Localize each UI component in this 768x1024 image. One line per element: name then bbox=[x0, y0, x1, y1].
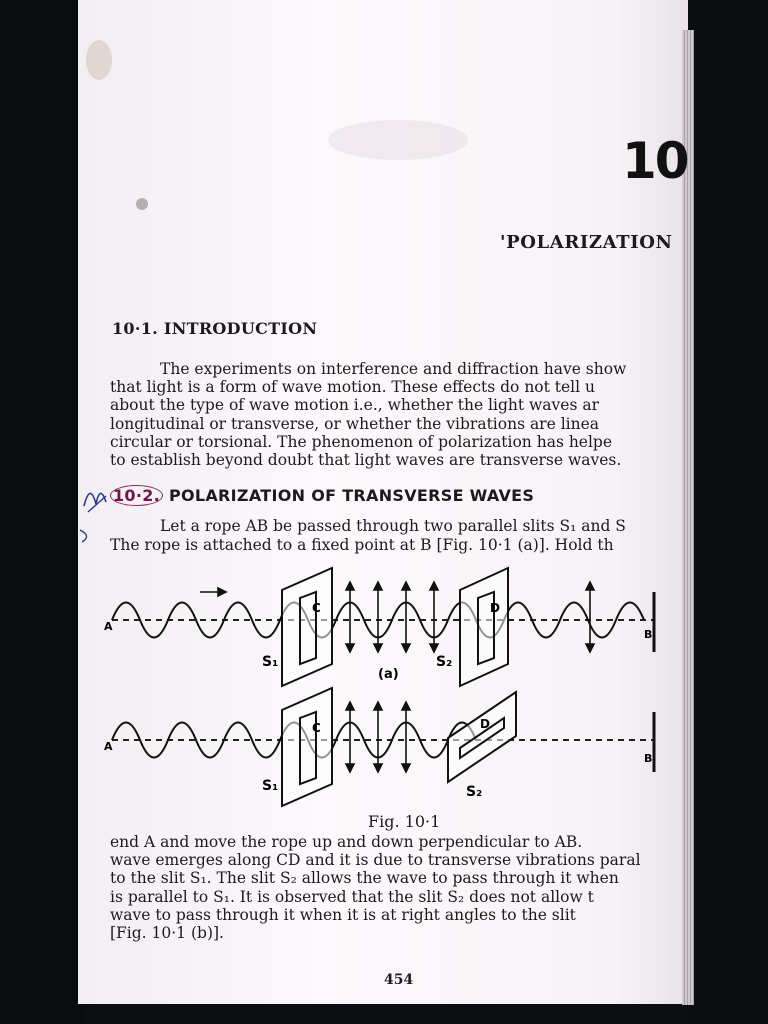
background-right bbox=[690, 0, 768, 1024]
label-b: B bbox=[644, 628, 653, 641]
body-line-1: end A and move the rope up and down perpendicular to AB. bbox=[110, 833, 583, 851]
stain bbox=[136, 198, 148, 210]
section2-line-2: The rope is attached to a fixed point at B [Fig. 10·1 (a)]. Hold th bbox=[110, 536, 614, 554]
section2-line-1: Let a rope AB be passed through two parallel slits S₁ and S bbox=[160, 517, 626, 535]
label-c-b: C bbox=[312, 721, 321, 735]
intro-line-2: that light is a form of wave motion. These effects do not tell u bbox=[110, 378, 596, 396]
section-heading-polarization bbox=[110, 485, 534, 506]
body-line-3: to the slit S₁. The slit S₂ allows the wave to pass through it when bbox=[110, 869, 619, 887]
label-s1-a: S₁ bbox=[262, 654, 279, 670]
chapter-number: 10 bbox=[622, 132, 688, 190]
label-s1-b: S₁ bbox=[262, 778, 279, 794]
slit-s2-frame bbox=[460, 568, 508, 686]
figure-10-1 bbox=[104, 560, 664, 810]
label-s2-b: S₂ bbox=[466, 784, 483, 800]
label-s2-a: S₂ bbox=[436, 654, 453, 670]
label-d: D bbox=[490, 601, 500, 615]
stain bbox=[86, 40, 112, 80]
page-number: 454 bbox=[384, 972, 414, 988]
body-line-5: wave to pass through it when it is at right angles to the slit bbox=[110, 906, 576, 924]
intro-line-3: about the type of wave motion i.e., whether the light waves ar bbox=[110, 396, 600, 414]
label-a: A bbox=[104, 620, 113, 633]
body-line-2: wave emerges along CD and it is due to transverse vibrations paral bbox=[110, 851, 641, 869]
intro-line-5: circular or torsional. The phenomenon of polarization has helpe bbox=[110, 433, 613, 451]
slit-s1-frame-b bbox=[282, 688, 332, 806]
intro-line-4: longitudinal or transverse, or whether the vibrations are linea bbox=[110, 415, 600, 433]
label-c: C bbox=[312, 601, 321, 615]
figure-caption: Fig. 10·1 bbox=[368, 812, 441, 831]
stain bbox=[328, 120, 468, 160]
slit-s1-frame bbox=[282, 568, 332, 686]
section-number: 10·2. bbox=[110, 485, 163, 506]
slit-s2-frame-rotated bbox=[448, 692, 516, 782]
label-a-b: A bbox=[104, 740, 113, 753]
handwritten-annotation bbox=[76, 476, 116, 546]
figure-sub-a: (a) bbox=[378, 667, 399, 682]
background-left bbox=[0, 0, 82, 1024]
section-title: POLARIZATION OF TRANSVERSE WAVES bbox=[168, 486, 535, 505]
body-line-6: [Fig. 10·1 (b)]. bbox=[110, 924, 224, 942]
intro-line-1: The experiments on interference and diffraction have show bbox=[160, 360, 627, 378]
chapter-title: 'POLARIZATION bbox=[500, 232, 673, 253]
section-heading-introduction: 10·1. INTRODUCTION bbox=[112, 319, 318, 338]
label-d-b: D bbox=[480, 717, 490, 731]
intro-line-6: to establish beyond doubt that light waves are transverse waves. bbox=[110, 451, 622, 469]
body-line-4: is parallel to S₁. It is observed that the slit S₂ does not allow t bbox=[110, 888, 594, 906]
label-b-b: B bbox=[644, 752, 653, 765]
